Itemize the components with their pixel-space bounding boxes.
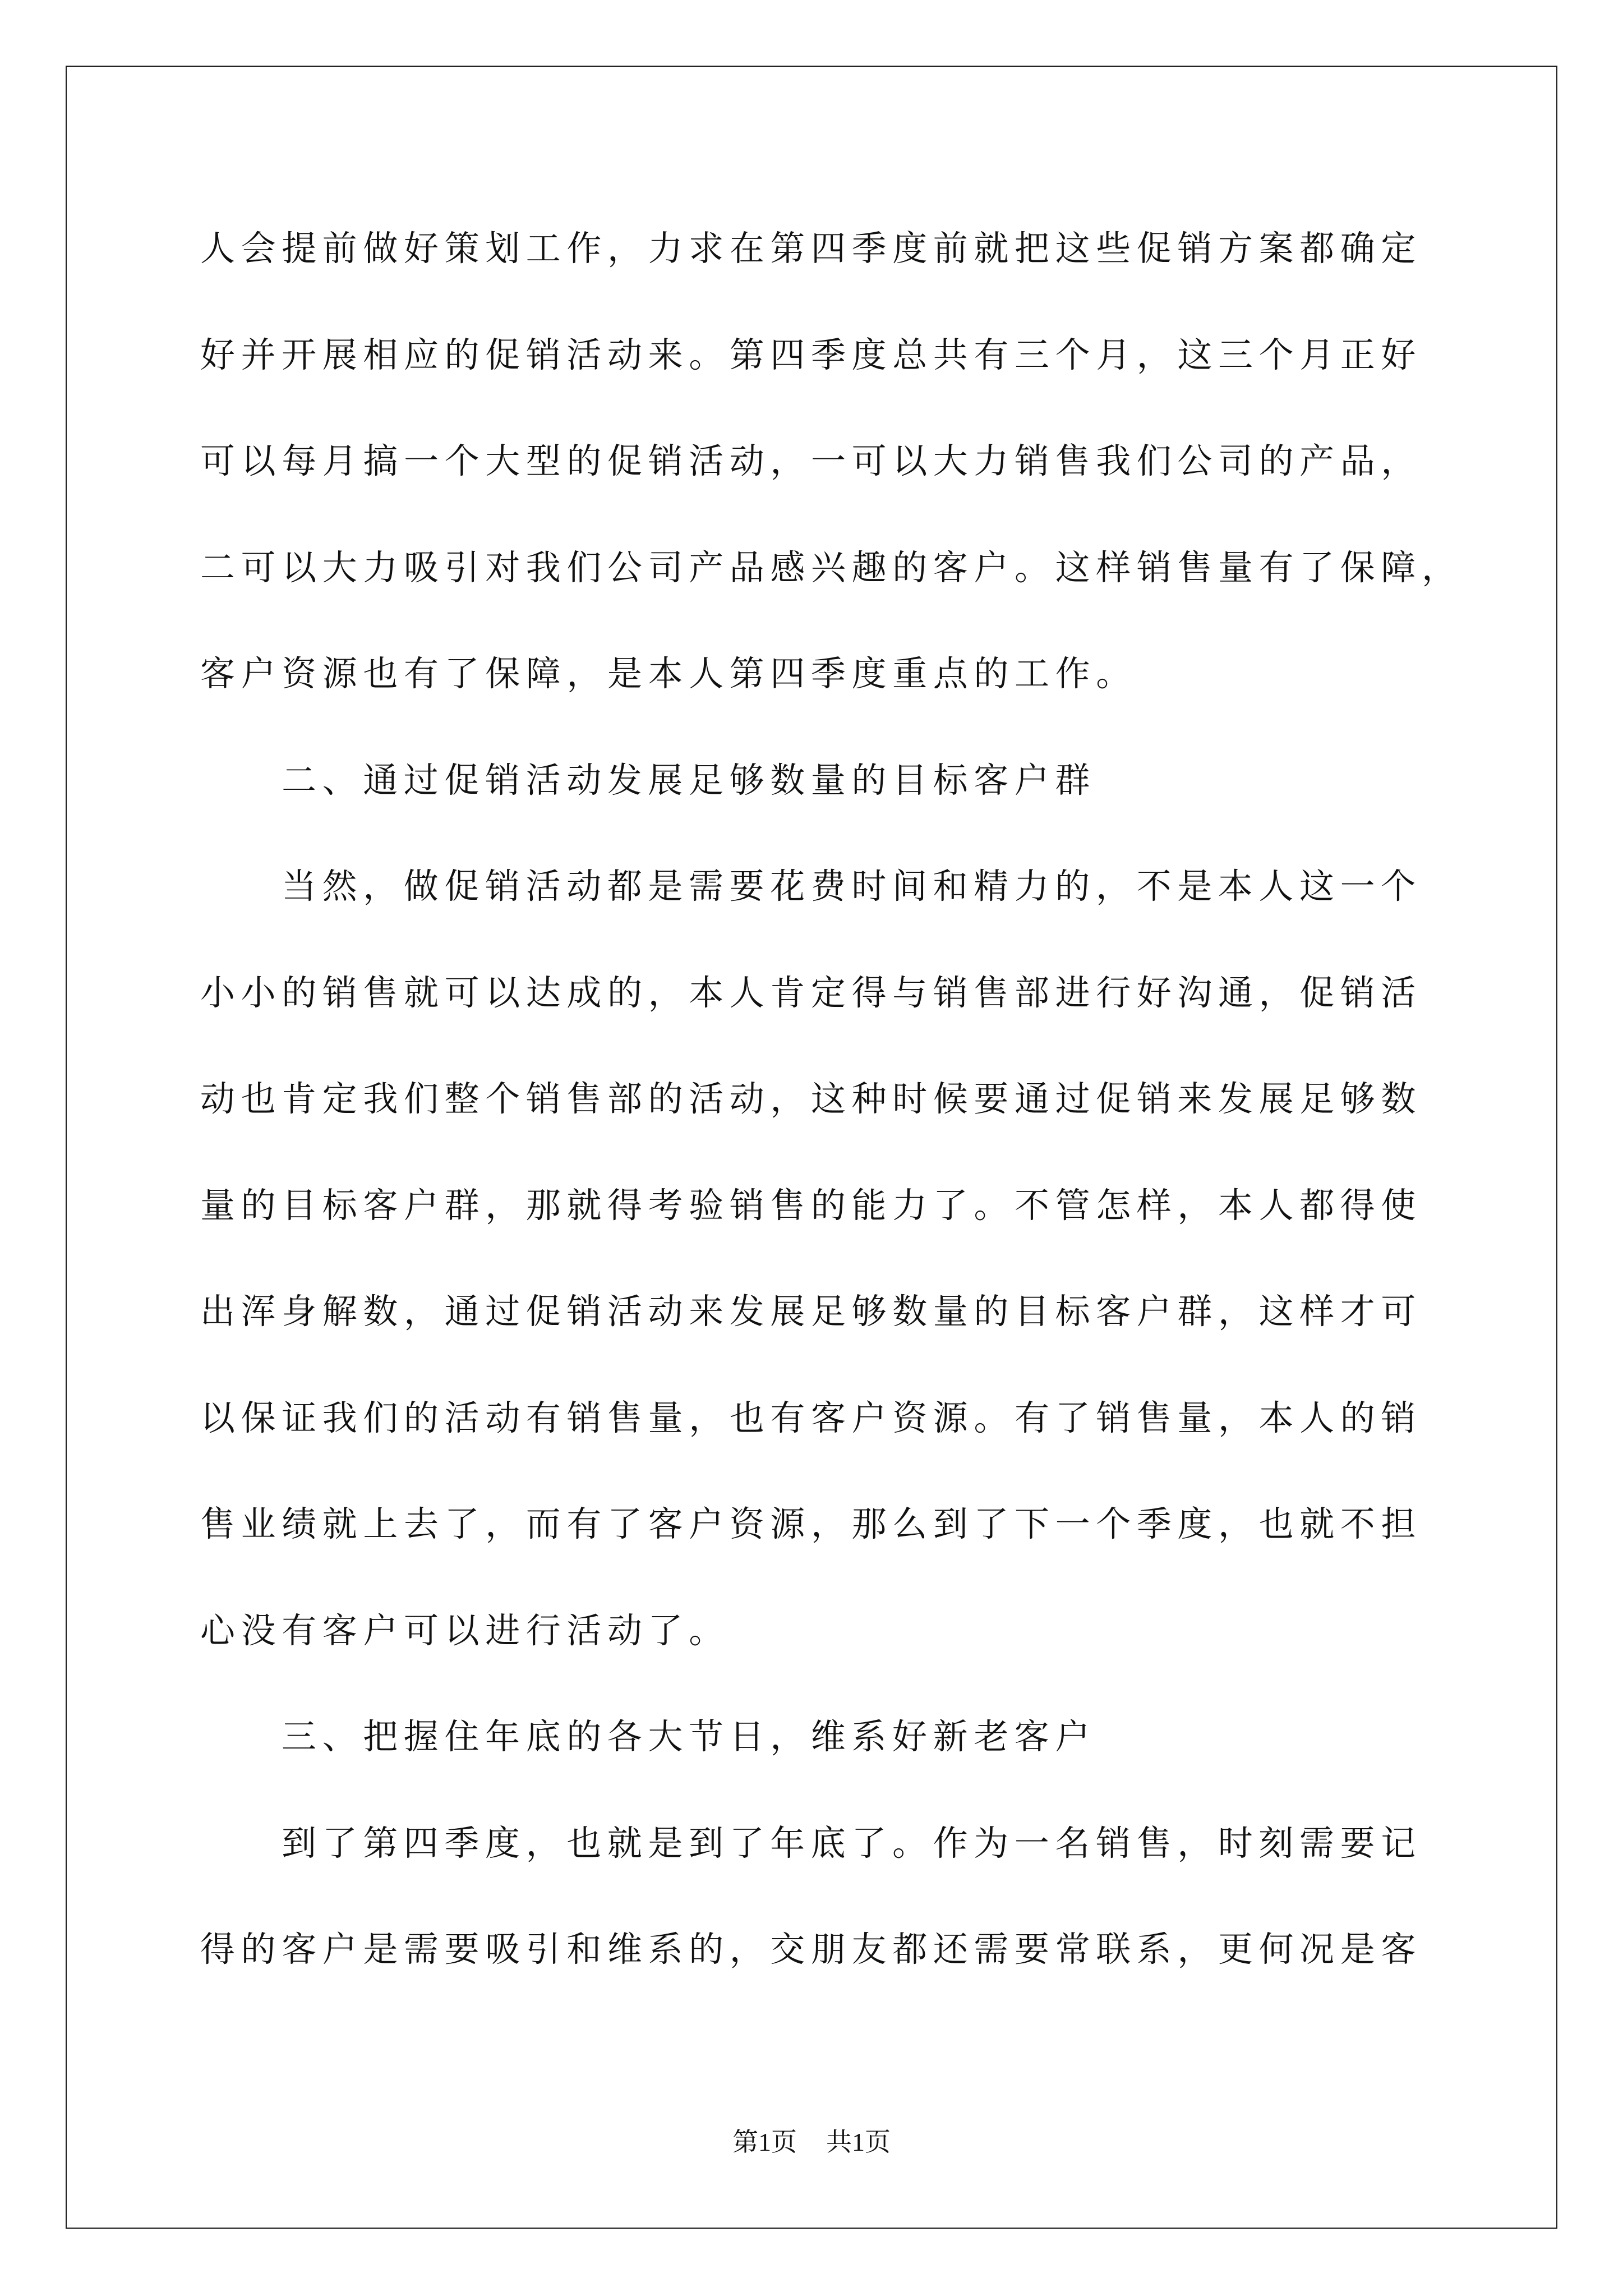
- body-line: 动也肯定我们整个销售部的活动，这种时候要通过促销来发展足够数: [200, 1078, 1422, 1119]
- body-line: 到了第四季度，也就是到了年底了。作为一名销售，时刻需要记: [282, 1822, 1422, 1864]
- page-total-label: 共1页: [826, 2128, 891, 2156]
- body-line: 当然，做促销活动都是需要花费时间和精力的，不是本人这一个: [282, 866, 1422, 907]
- body-line: 可以每月搞一个大型的促销活动，一可以大力销售我们公司的产品，: [200, 440, 1422, 481]
- section-heading: [200, 1683, 1490, 1790]
- body-line: 量的目标客户群，那就得考验销售的能力了。不管怎样，本人都得使: [200, 1184, 1422, 1226]
- page-number-label: 第1页: [732, 2128, 797, 2156]
- body-line: 客户资源也有了保障，是本人第四季度重点的工作。: [200, 653, 1137, 694]
- body-line: 以保证我们的活动有销售量，也有客户资源。有了销售量，本人的销: [200, 1397, 1422, 1438]
- body-line: 心没有客户可以进行活动了。: [200, 1609, 730, 1651]
- body-line: 售业绩就上去了，而有了客户资源，那么到了下一个季度，也就不担: [200, 1503, 1422, 1544]
- section-heading: [200, 727, 1490, 834]
- body-line: 出浑身解数，通过促销活动来发展足够数量的目标客户群，这样才可: [200, 1291, 1422, 1332]
- body-line: 人会提前做好策划工作，力求在第四季度前就把这些促销方案都确定: [200, 228, 1422, 269]
- body-line: 好并开展相应的促销活动来。第四季度总共有三个月，这三个月正好: [200, 334, 1422, 375]
- body-line: 得的客户是需要吸引和维系的，交朋友都还需要常联系，更何况是客: [200, 1929, 1422, 1970]
- document-body: [200, 195, 1490, 2003]
- section-heading-text: 三、把握住年底的各大节日，维系好新老客户: [282, 1716, 1096, 1757]
- section-heading-text: 二、通过促销活动发展足够数量的目标客户群: [282, 759, 1096, 800]
- paragraph: [200, 1790, 1490, 2003]
- body-line: 二可以大力吸引对我们公司产品感兴趣的客户。这样销售量有了保障，: [200, 546, 1463, 588]
- body-line: 小小的销售就可以达成的，本人肯定得与销售部进行好沟通，促销活: [200, 972, 1422, 1013]
- page-footer: [0, 2125, 1623, 2159]
- paragraph: [200, 195, 1490, 727]
- paragraph: [200, 833, 1490, 1683]
